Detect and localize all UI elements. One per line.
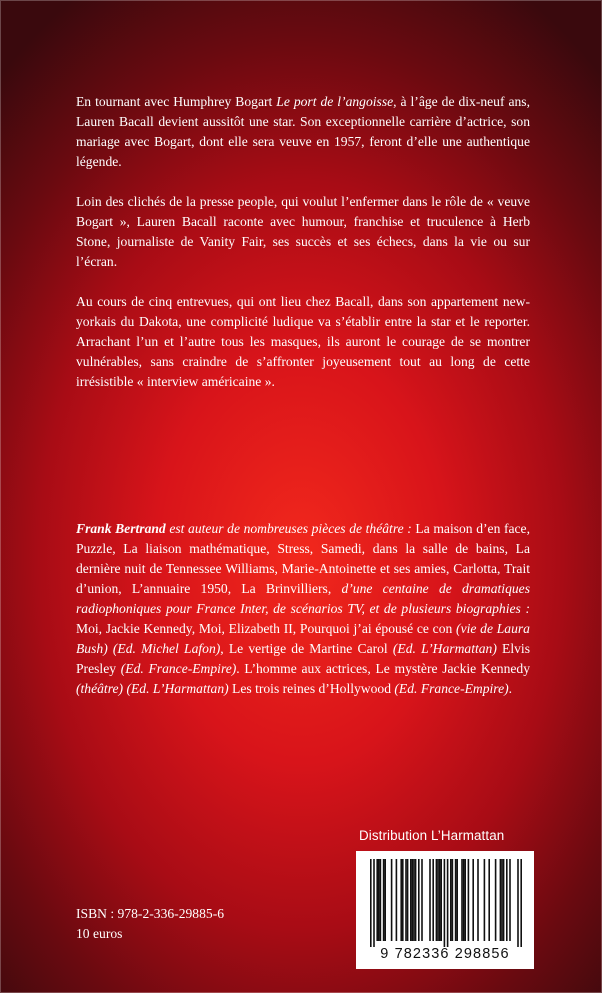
barcode-bar [461, 859, 463, 941]
barcode-bar [436, 859, 438, 941]
barcode-bar [484, 859, 486, 941]
bio-publisher-note: (théâtre) (Ed. L’Harmattan) [76, 681, 229, 696]
barcode-bar [391, 859, 393, 941]
blurb-paragraph-3: Au cours de cinq entrevues, qui ont lieu chez Bacall, dans son appartement new-yorkais du Dakota, une complicité ludique va s’établir entre la star et le reporter. Arrachant l’un et l’autre tous les masques, ils auront le courage de se montrer vulnérables, sans craindre de s’affronter joyeusement tout au long de cette irrésistible « interview américaine ». [76, 294, 530, 389]
bio-books: Moi, Jackie Kennedy, Moi, Elizabeth II, Pourquoi j’ai épousé ce con [76, 621, 457, 636]
barcode-bar [412, 859, 414, 941]
barcode-bar [437, 859, 439, 941]
barcode-bar [429, 859, 431, 941]
blurb-paragraph-1 [76, 92, 530, 172]
barcode-bar [418, 859, 420, 941]
barcode-bar [517, 859, 519, 947]
barcode-bar [440, 859, 442, 941]
barcode-bar [400, 859, 402, 941]
bio-publisher-note: (Ed. France-Empire) [120, 661, 237, 676]
bio-books: Elvis Presley [76, 641, 530, 676]
bio-publisher-note: (Ed. L’Harmattan) [392, 641, 497, 656]
barcode-bar [520, 859, 522, 947]
price: 10 euros [76, 926, 123, 941]
barcode-bar [444, 859, 446, 947]
barcode-bar [413, 859, 415, 941]
barcode-bar [396, 859, 398, 941]
barcode-bar [450, 859, 452, 941]
barcode-bar [495, 859, 497, 941]
barcode-bar [405, 859, 407, 941]
barcode-bar [509, 859, 511, 941]
barcode-bar [455, 859, 457, 941]
author-name: Frank Bertrand [76, 521, 166, 536]
plays-list: La maison d’en face, Puzzle, La liaison mathématique, Stress, Samedi, dans la salle de bains, La dernière nuit de Tennessee Williams, Marie-Antoinette et ses amies, Carlotta, Trait d’union, L’annuaire 1950, La Brinvilliers, [76, 521, 530, 596]
barcode-bar [500, 859, 502, 941]
barcode-bar [384, 859, 386, 941]
film-title: Le port de l’angoisse [276, 94, 394, 109]
barcode-bar [477, 859, 479, 941]
barcode-bar [410, 859, 412, 941]
barcode-bar [380, 859, 382, 941]
barcode-bar [415, 859, 417, 941]
barcode-bar [468, 859, 470, 941]
barcode-bar [506, 859, 508, 941]
barcode-bar [407, 859, 409, 941]
barcode-bar [452, 859, 454, 941]
bio-books: , Le vertige de Martine Carol [220, 641, 393, 656]
barcode-bar [421, 859, 423, 941]
bio-end: . [508, 681, 513, 696]
radio-works: d’une centaine de dramatiques radiophoniques pour France Inter, de scénarios TV, et de plusieurs biographies : [76, 581, 530, 616]
barcode-bar [464, 859, 466, 941]
barcode-bar [456, 859, 458, 941]
blurb-paragraph-2: Loin des clichés de la presse people, qui voulut l’enfermer dans le rôle de « veuve Bogart », Lauren Bacall raconte avec humour, franchise et truculence à Herb Stone, journaliste de Vanity Fair, ses succès et ses échecs, dans la vie ou sur l’écran. [76, 194, 530, 269]
barcode-bar [472, 859, 474, 941]
barcode-bar [373, 859, 375, 947]
back-cover-blurb [76, 92, 530, 412]
barcode-bar [501, 859, 503, 941]
barcode-bar [488, 859, 490, 941]
bio-intro: est auteur de nombreuses pièces de théâtre : [165, 521, 412, 536]
blurb-text: , à l’âge de dix-neuf ans, Lauren Bacall devient aussitôt une star. Son exceptionnelle carrière d’actrice, son mariage avec Bogart, dont elle sera veuve en 1957, feront d’elle une authentique légende. [76, 94, 530, 169]
blurb-text: En tournant avec Humphrey Bogart [76, 94, 277, 109]
barcode [356, 851, 534, 969]
bio-publisher-note: (Ed. France-Empire) [394, 681, 509, 696]
barcode-bar [463, 859, 465, 941]
distribution-label: Distribution L’Harmattan [359, 828, 505, 843]
barcode-bar [439, 859, 441, 941]
barcode-bar [376, 859, 378, 941]
isbn: ISBN : 978-2-336-29885-6 [76, 906, 225, 921]
barcode-bar [402, 859, 404, 941]
bio-publisher-note: (vie de Laura Bush) (Ed. Michel Lafon) [76, 621, 530, 656]
barcode-bar [370, 859, 372, 947]
bio-books: . L’homme aux actrices, Le mystère Jackie Kennedy [236, 661, 530, 676]
barcode-bar [432, 859, 434, 941]
barcode-bar [378, 859, 380, 941]
bio-books: Les trois reines d’Hollywood [228, 681, 395, 696]
barcode-bars [356, 851, 534, 951]
barcode-bar [383, 859, 385, 941]
barcode-bar [447, 859, 449, 947]
author-bio [76, 519, 530, 699]
barcode-number: 9 782336 298856 [380, 946, 510, 962]
barcode-bar [503, 859, 505, 941]
